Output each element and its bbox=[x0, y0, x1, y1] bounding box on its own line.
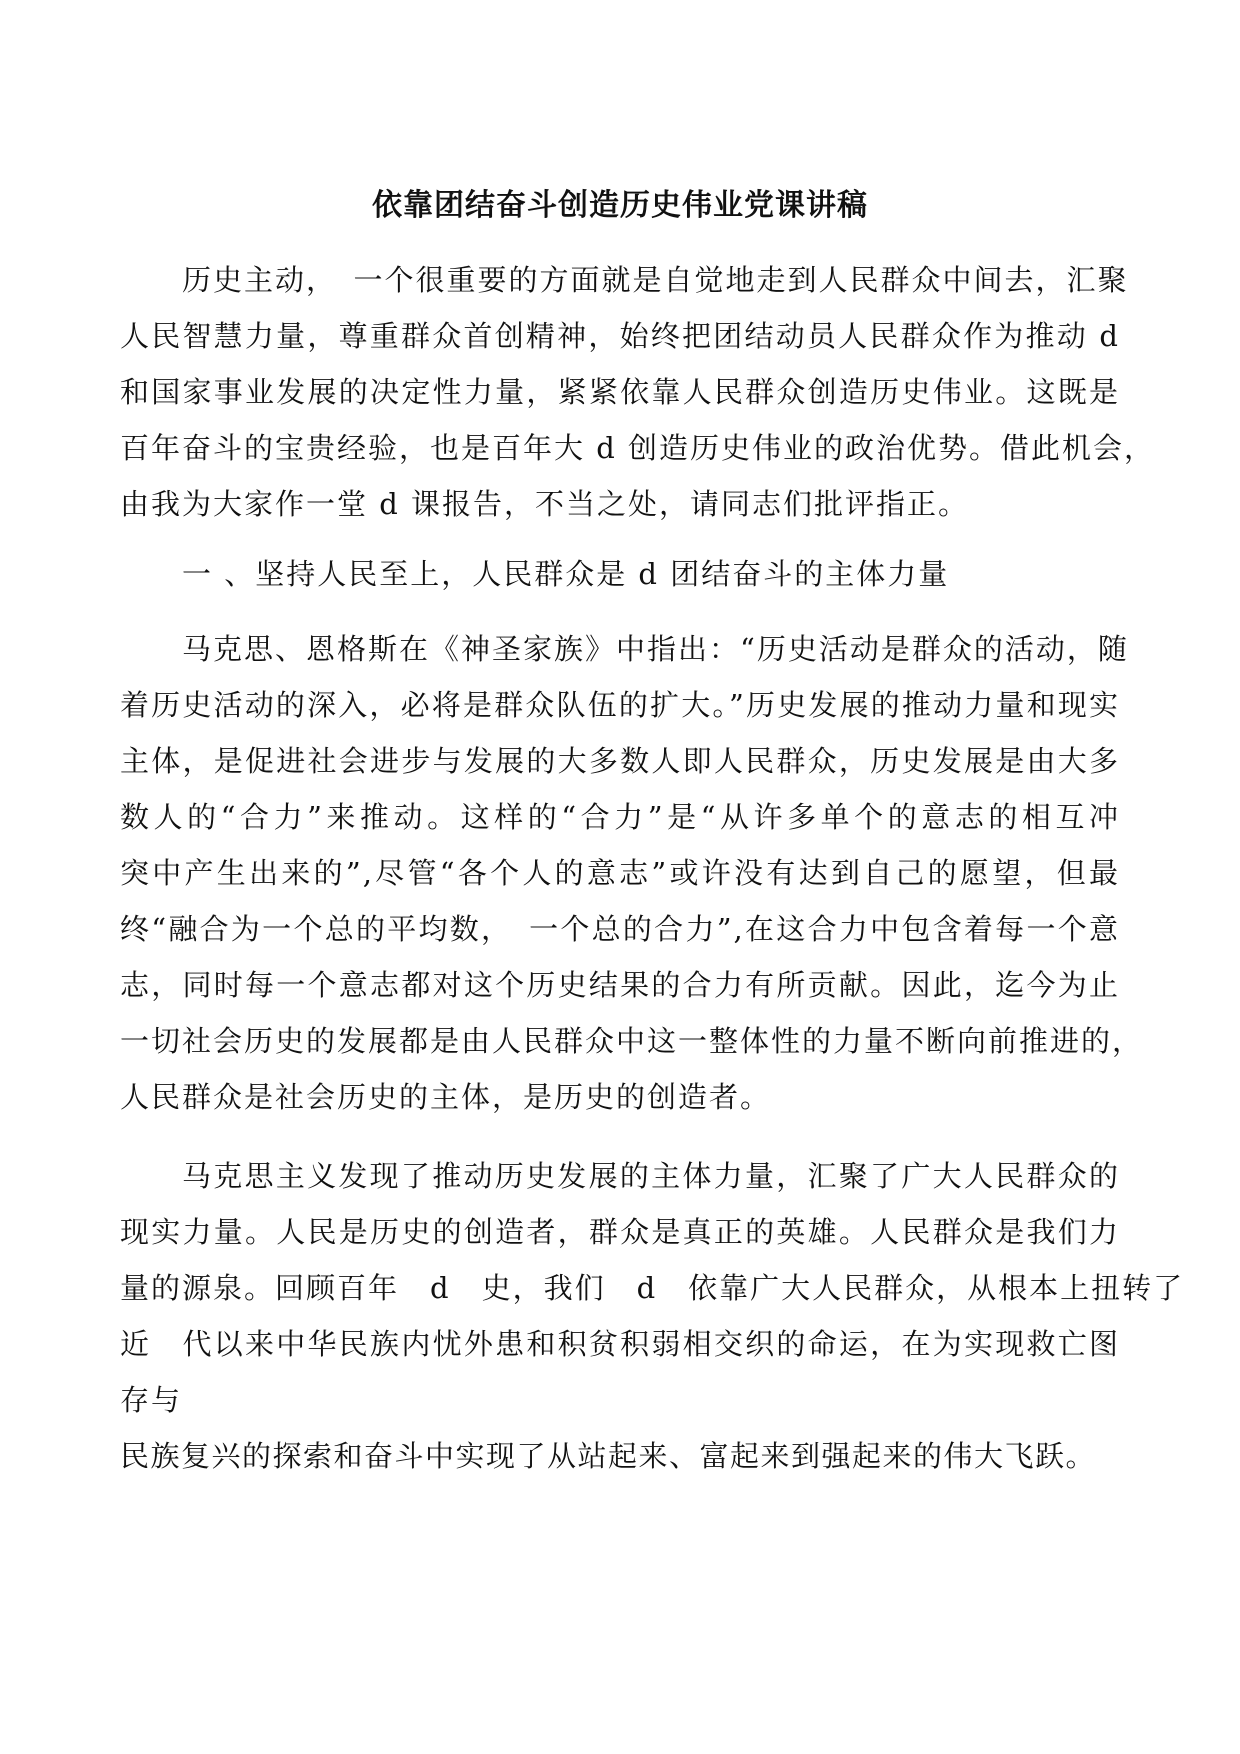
paragraph-line: 人民智慧力量，尊重群众首创精神，始终把团结动员人民群众作为推动 d bbox=[120, 319, 1120, 353]
paragraph-line: 历史主动， 一个很重要的方面就是自觉地走到人民群众中间去，汇聚 bbox=[182, 263, 1129, 297]
paragraph-line: 现实力量。人民是历史的创造者，群众是真正的英雄。人民群众是我们力 bbox=[120, 1215, 1120, 1249]
document-title: 依靠团结奋斗创造历史伟业党课讲稿 bbox=[372, 188, 868, 223]
paragraph-1 bbox=[120, 252, 1156, 532]
paragraph-line: 马克思、恩格斯在《神圣家族》中指出：“历史活动是群众的活动，随 bbox=[182, 632, 1129, 666]
paragraph-line: 终“融合为一个总的平均数， 一个总的合力”,在这合力中包含着每一个意 bbox=[120, 912, 1120, 946]
paragraph-line: 志，同时每一个意志都对这个历史结果的合力有所贡献。因此，迄今为止 bbox=[120, 968, 1120, 1002]
paragraph-line: 数人的“合力”来推动。这样的“合力”是“从许多单个的意志的相互冲 bbox=[120, 800, 1120, 834]
section-heading-1: 一 、坚持人民至上，人民群众是 d 团结奋斗的主体力量 bbox=[182, 557, 950, 591]
paragraph-line: 和国家事业发展的决定性力量，紧紧依靠人民群众创造历史伟业。这既是 bbox=[120, 375, 1120, 409]
paragraph-line: 民族复兴的探索和奋斗中实现了从站起来、富起来到强起来的伟大飞跃。 bbox=[120, 1439, 1097, 1473]
paragraph-line: 着历史活动的深入，必将是群众队伍的扩大。”历史发展的推动力量和现实 bbox=[120, 688, 1120, 722]
paragraph-line: 由我为大家作一堂 d 课报告，不当之处，请同志们批评指正。 bbox=[120, 487, 970, 521]
paragraph-3 bbox=[120, 1148, 1185, 1484]
paragraph-line: 人民群众是社会历史的主体，是历史的创造者。 bbox=[120, 1080, 772, 1114]
paragraph-2 bbox=[120, 621, 1144, 1125]
paragraph-line: 主体，是促进社会进步与发展的大多数人即人民群众，历史发展是由大多 bbox=[120, 744, 1120, 778]
paragraph-line: 突中产生出来的”,尽管“各个人的意志”或许没有达到自己的愿望，但最 bbox=[120, 856, 1120, 890]
paragraph-line: 近 代以来中华民族内忧外患和积贫积弱相交织的命运，在为实现救亡图 bbox=[120, 1327, 1120, 1361]
paragraph-line: 一切社会历史的发展都是由人民群众中这一整体性的力量不断向前推进的， bbox=[120, 1024, 1144, 1058]
paragraph-line: 量的源泉。回顾百年 d 史，我们 d 依靠广大人民群众，从根本上扭转了 bbox=[120, 1271, 1185, 1305]
paragraph-line: 马克思主义发现了推动历史发展的主体力量，汇聚了广大人民群众的 bbox=[182, 1159, 1120, 1193]
paragraph-line: 存与 bbox=[120, 1383, 183, 1417]
paragraph-line: 百年奋斗的宝贵经验，也是百年大 d 创造历史伟业的政治优势。借此机会， bbox=[120, 431, 1156, 465]
